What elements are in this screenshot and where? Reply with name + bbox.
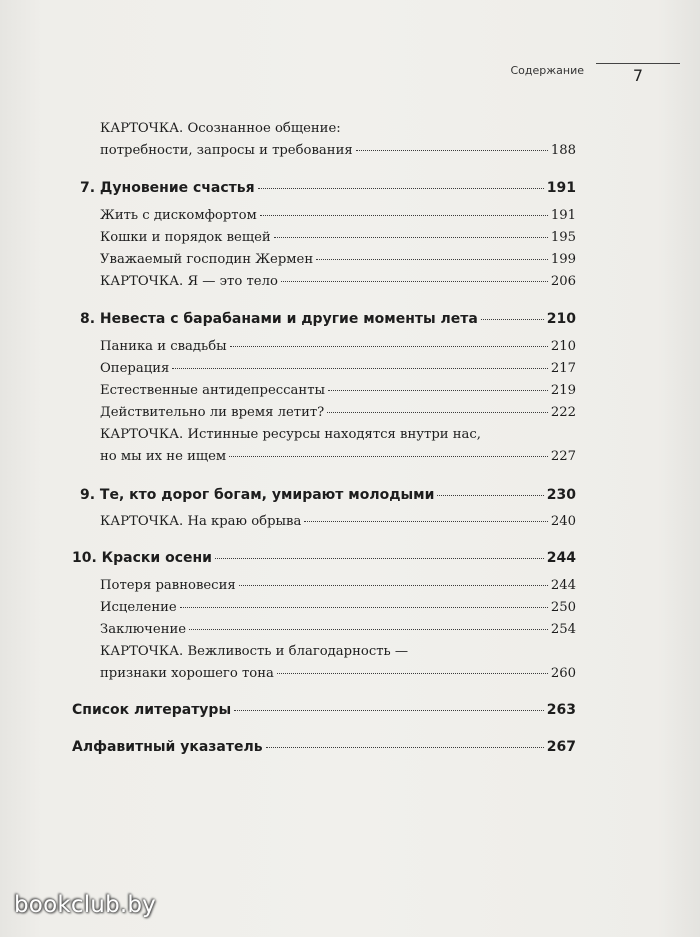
- dot-leader: [481, 319, 544, 320]
- toc-chapter-8[interactable]: [80, 311, 576, 327]
- toc-entry[interactable]: [100, 230, 576, 245]
- dot-leader: [229, 456, 548, 457]
- dot-leader: [258, 188, 544, 189]
- toc-entry-page: 240: [550, 514, 576, 529]
- dot-leader: [215, 558, 544, 559]
- dot-leader: [304, 521, 548, 522]
- toc-entry[interactable]: [100, 208, 576, 223]
- toc-chapter-7[interactable]: [80, 180, 576, 196]
- toc-entry-page: 206: [550, 274, 576, 289]
- dot-leader: [328, 390, 548, 391]
- toc-chapter-title: Список литературы: [72, 702, 232, 718]
- toc-entry[interactable]: [100, 622, 576, 637]
- toc-entry-title: но мы их не ищем: [100, 449, 227, 464]
- toc-chapter-9[interactable]: [80, 487, 576, 503]
- toc-entry-page: 254: [550, 622, 576, 637]
- toc-entry-title: Паника и свадьбы: [100, 339, 227, 354]
- toc-entry-title: Естественные антидепрессанты: [100, 383, 326, 398]
- dot-leader: [316, 259, 548, 260]
- toc-entry-page: 217: [550, 361, 576, 376]
- toc-chapter-page: 244: [546, 550, 576, 566]
- toc-entry-page: 250: [550, 600, 576, 615]
- toc-entry-title: признаки хорошего тона: [100, 666, 274, 681]
- toc-entry[interactable]: [100, 143, 576, 158]
- dot-leader: [277, 673, 548, 674]
- dot-leader: [437, 495, 543, 496]
- toc-entry-title: Действительно ли время летит?: [100, 405, 325, 420]
- toc-entry-title: КАРТОЧКА. Я — это тело: [100, 274, 278, 289]
- toc-entry-page: 260: [550, 666, 576, 681]
- toc-chapter-title: 10. Краски осени: [72, 550, 212, 566]
- dot-leader: [356, 150, 548, 151]
- toc-entry-page: 210: [550, 339, 576, 354]
- toc-chapter-title: Алфавитный указатель: [72, 739, 263, 755]
- dot-leader: [230, 346, 548, 347]
- toc-entry[interactable]: [100, 339, 576, 354]
- dot-leader: [274, 237, 548, 238]
- toc-chapter-10[interactable]: [72, 550, 576, 566]
- toc-entry-title: Заключение: [100, 622, 187, 637]
- toc-entry-page: 222: [550, 405, 576, 420]
- dot-leader: [239, 585, 548, 586]
- toc-entry-page: 188: [550, 143, 576, 158]
- toc-chapter-title: 7. Дуновение счастья: [80, 180, 255, 196]
- toc-chapter-title: 8. Невеста с барабанами и другие моменты лета: [80, 311, 478, 327]
- toc-entry-title: Операция: [100, 361, 170, 376]
- toc-entry[interactable]: [100, 361, 576, 376]
- dot-leader: [260, 215, 548, 216]
- toc-entry-line: КАРТОЧКА. Вежливость и благодарность —: [100, 644, 409, 659]
- toc-entry-page: 191: [550, 208, 576, 223]
- toc-entry[interactable]: [100, 252, 576, 267]
- toc-entry-page: 195: [550, 230, 576, 245]
- page-number: 7: [632, 66, 644, 85]
- toc-chapter-page: 210: [546, 311, 576, 327]
- toc-entry[interactable]: [100, 383, 576, 398]
- toc-entry-title: Уважаемый господин Жермен: [100, 252, 314, 267]
- toc-entry-page: 227: [550, 449, 576, 464]
- toc-chapter-page: 230: [546, 487, 576, 503]
- toc-entry-title: Жить с дискомфортом: [100, 208, 257, 223]
- running-header: Содержание: [510, 64, 584, 77]
- toc-bibliography[interactable]: [72, 702, 576, 718]
- dot-leader: [180, 607, 548, 608]
- toc-entry-page: 244: [550, 578, 576, 593]
- dot-leader: [234, 710, 544, 711]
- watermark: bookclub.by: [14, 892, 156, 918]
- dot-leader: [327, 412, 548, 413]
- toc-entry[interactable]: [100, 600, 576, 615]
- toc-entry[interactable]: [100, 449, 576, 464]
- toc-entry[interactable]: [100, 666, 576, 681]
- toc-entry-title: Исцеление: [100, 600, 177, 615]
- dot-leader: [266, 747, 544, 748]
- toc-index[interactable]: [72, 739, 576, 755]
- toc-entry[interactable]: [100, 405, 576, 420]
- toc-chapter-page: 267: [546, 739, 576, 755]
- toc-entry[interactable]: [100, 514, 576, 529]
- toc-entry[interactable]: [100, 578, 576, 593]
- toc-chapter-page: 263: [546, 702, 576, 718]
- toc-chapter-page: 191: [546, 180, 576, 196]
- toc-entry-title: потребности, запросы и требования: [100, 143, 353, 158]
- toc-entry-page: 199: [550, 252, 576, 267]
- toc-entry-title: Кошки и порядок вещей: [100, 230, 271, 245]
- dot-leader: [172, 368, 548, 369]
- dot-leader: [281, 281, 548, 282]
- toc-entry[interactable]: [100, 274, 576, 289]
- toc-entry-title: КАРТОЧКА. На краю обрыва: [100, 514, 302, 529]
- toc-entry-page: 219: [550, 383, 576, 398]
- toc-chapter-title: 9. Те, кто дорог богам, умирают молодыми: [80, 487, 435, 503]
- toc-entry-title: Потеря равновесия: [100, 578, 236, 593]
- toc-entry-line: КАРТОЧКА. Истинные ресурсы находятся внутри нас,: [100, 427, 481, 442]
- dot-leader: [189, 629, 548, 630]
- toc-entry-line: КАРТОЧКА. Осознанное общение:: [100, 121, 341, 136]
